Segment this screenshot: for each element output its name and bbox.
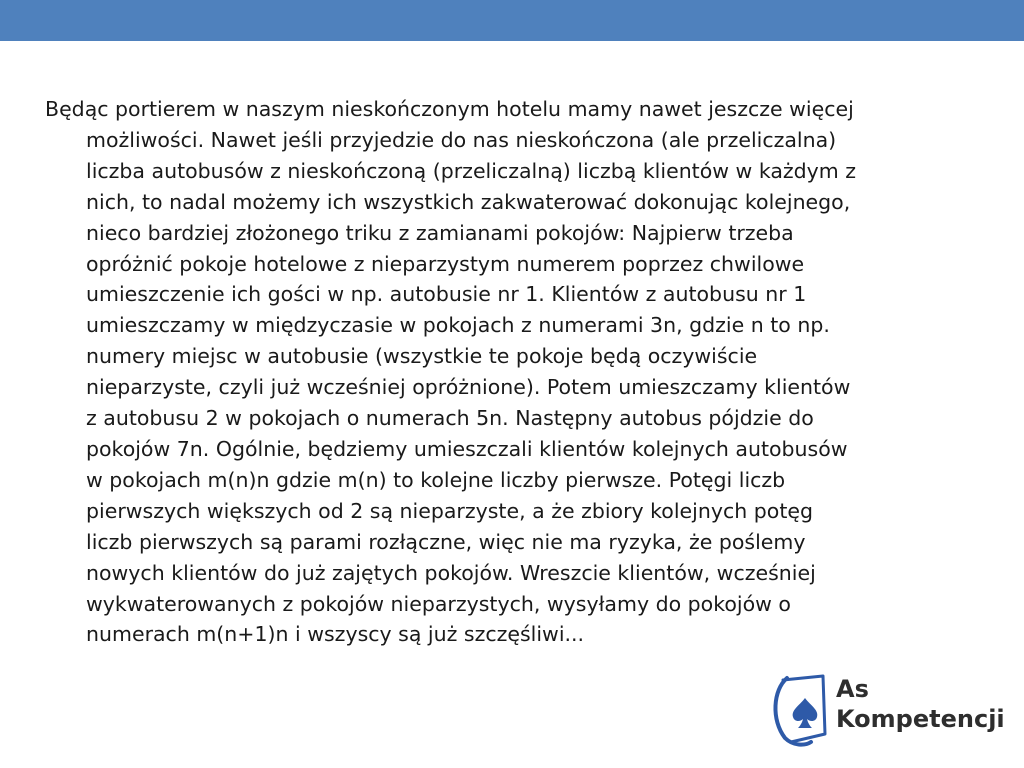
logo-line-kompetencji: Kompetencji bbox=[836, 705, 1005, 733]
top-banner-bar bbox=[0, 0, 1024, 41]
logo-wordmark bbox=[836, 674, 1005, 734]
spade-card-logo-icon bbox=[769, 672, 833, 748]
body-paragraph: Będąc portierem w naszym nieskończonym hotelu mamy nawet jeszcze więcej możliwości. Nawet jeśli przyjedzie do nas nieskończona (ale przeliczalna) liczba autobusów z nieskończoną (przeliczalną) liczbą klientów w każdym z nich, to nadal możemy ich wszystkich zakwaterować dokonując kolejnego, nieco bardziej złożonego triku z zamianami pokojów: Najpierw trzeba opróżnić pokoje hotelowe z nieparzystym numerem poprzez chwilowe umieszczenie ich gości w np. autobusie nr 1. Klientów z autobusu nr 1 umieszczamy w międzyczasie w pokojach z numerami 3n, gdzie n to np. numery miejsc w autobusie (wszystkie te pokoje będą oczywiście nieparzyste, czyli już wcześniej opróżnione). Potem umieszczamy klientów z autobusu 2 w pokojach o numerach 5n. Następny autobus pójdzie do pokojów 7n. Ogólnie, będziemy umieszczali klientów kolejnych autobusów w pokojach m(n)n gdzie m(n) to kolejne liczby pierwsze. Potęgi liczb pierwszych większych od 2 są nieparzyste, a że zbiory kolejnych potęg liczb pierwszych są parami rozłączne, więc nie ma ryzyka, że poślemy nowych klientów do już zajętych pokojów. Wreszcie klientów, wcześniej wykwaterowanych z pokojów nieparzystych, wysyłamy do pokojów o numerach m(n+1)n i wszyscy są już szczęśliwi... bbox=[45, 97, 857, 647]
slide-content bbox=[45, 94, 980, 650]
as-kompetencji-logo bbox=[769, 670, 1005, 750]
logo-line-as: As bbox=[836, 675, 869, 703]
